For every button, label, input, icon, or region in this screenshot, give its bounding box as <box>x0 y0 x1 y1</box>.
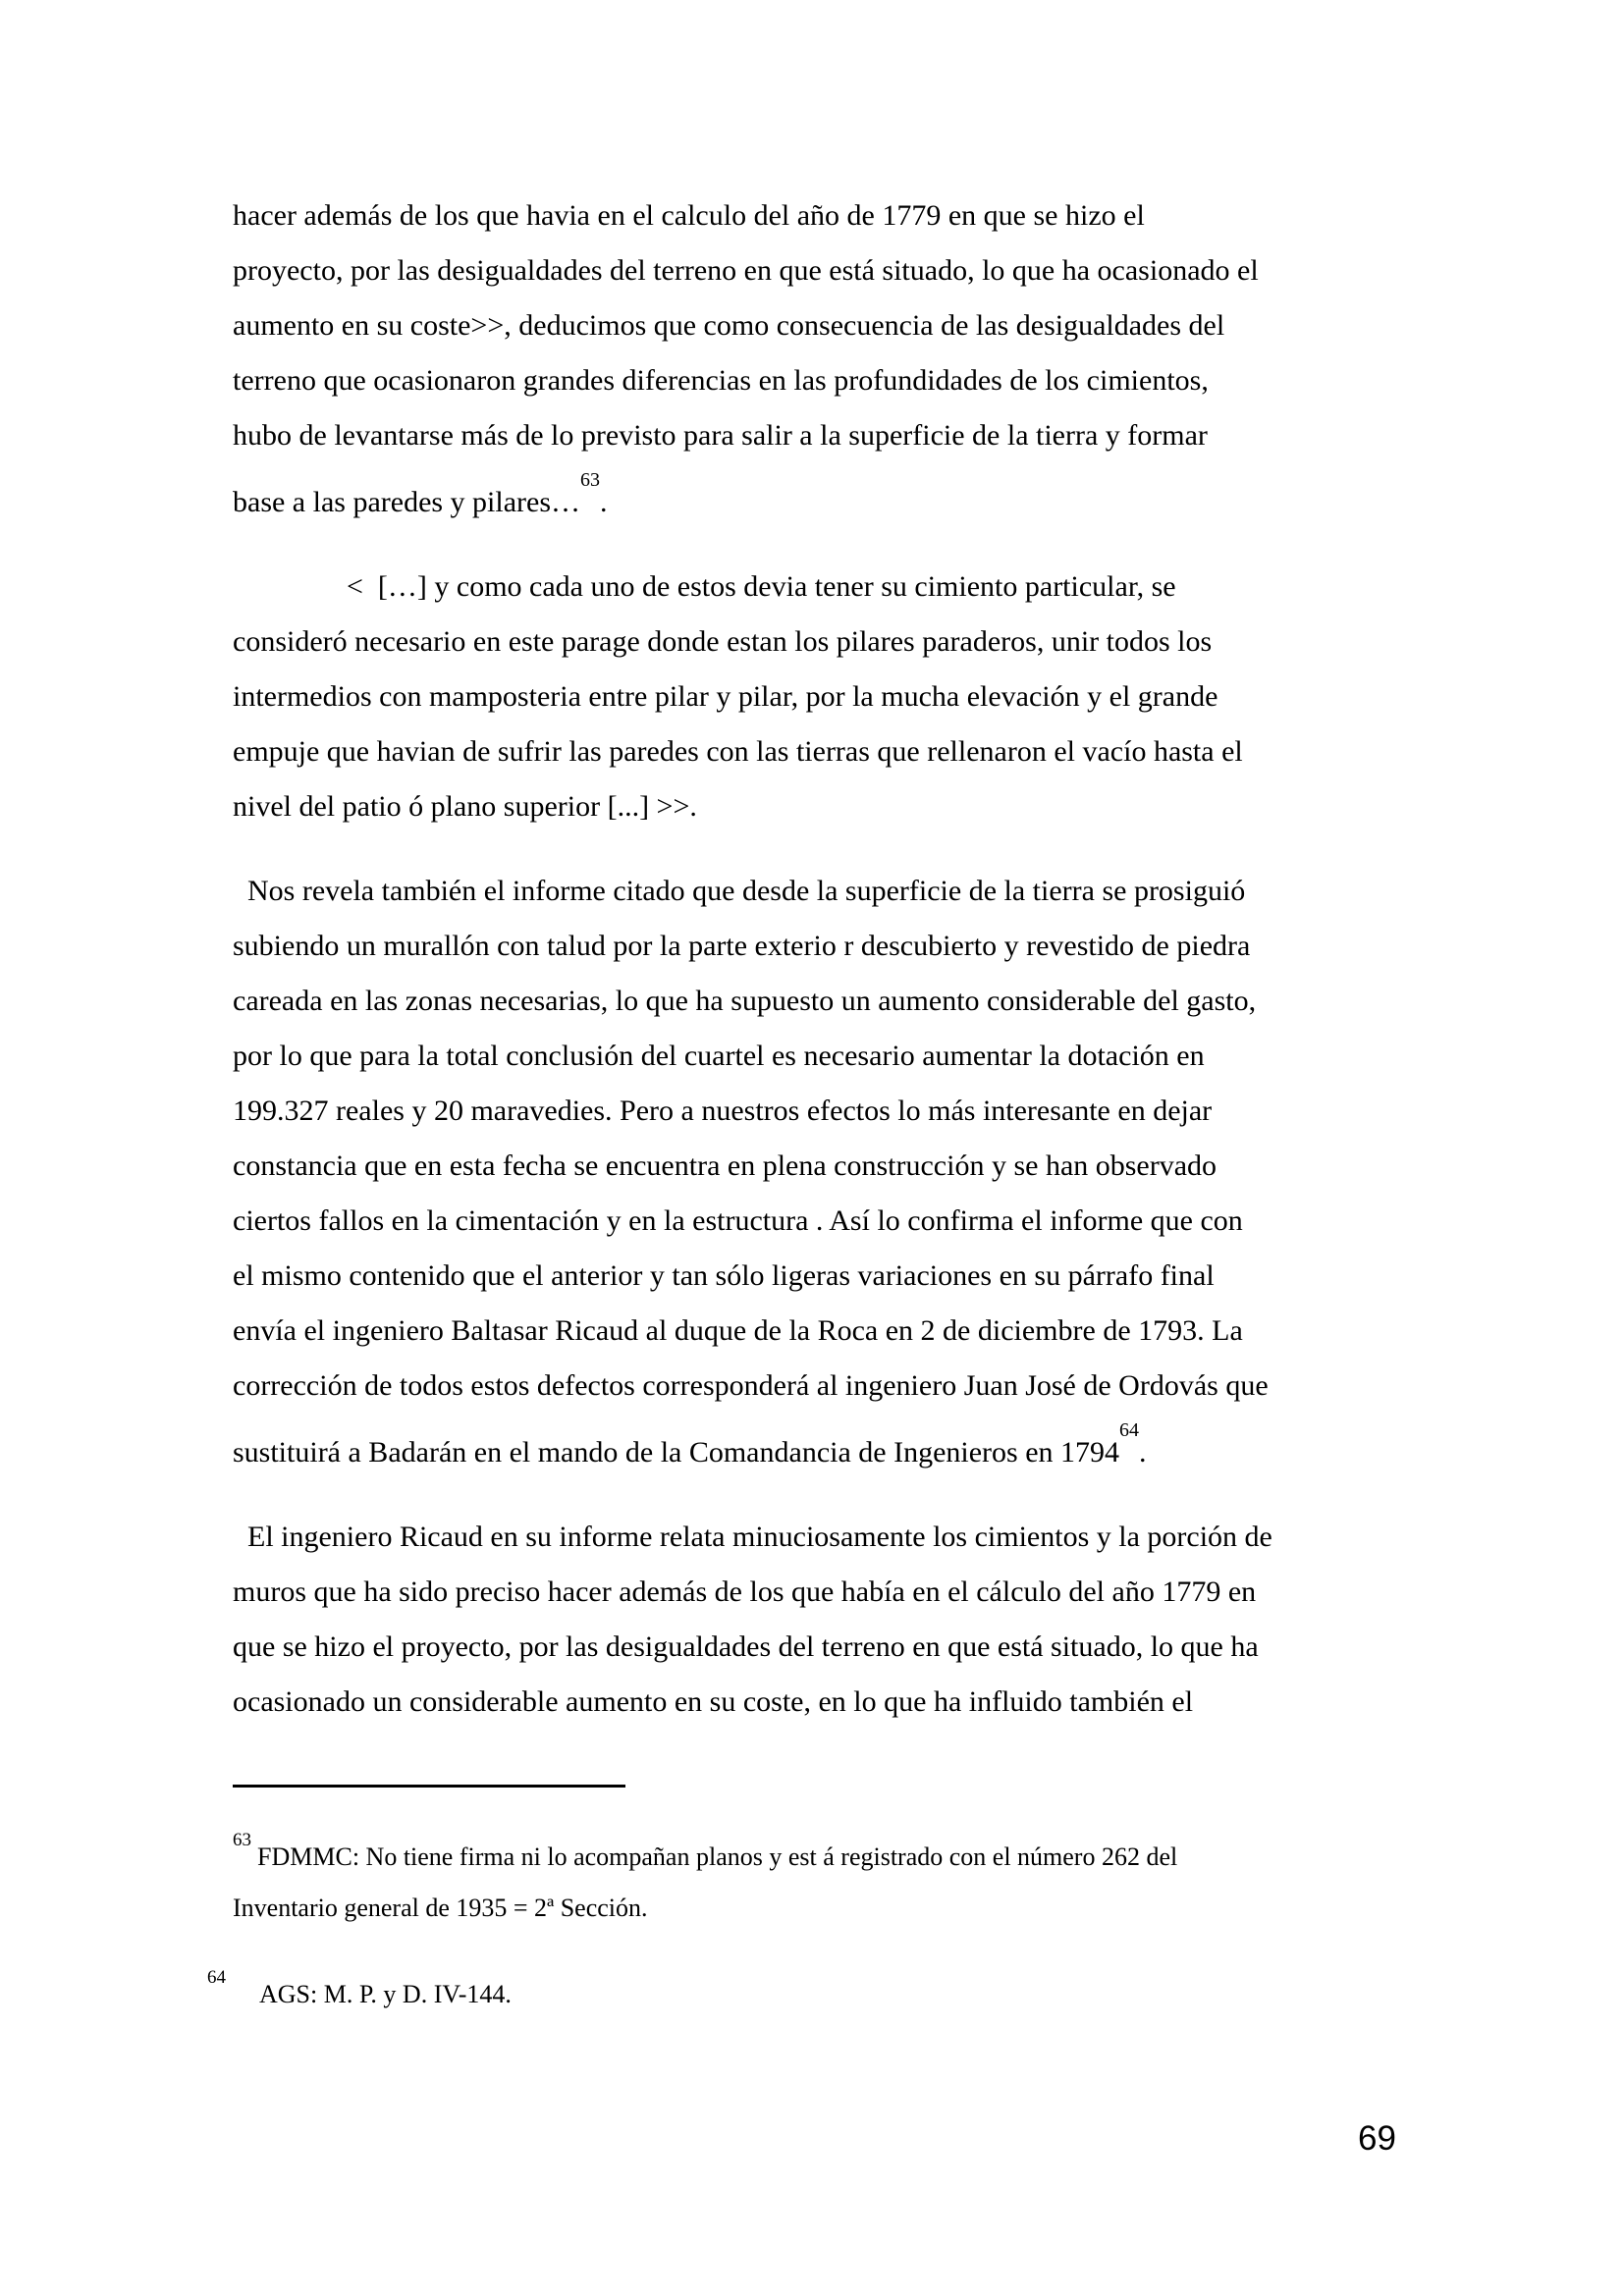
text-line: hubo de levantarse más de lo previsto para salir a la superficie de la tierra y formar <box>233 419 1208 452</box>
text-line <box>233 1414 1421 1480</box>
text-line: aumento en su coste>>, deducimos que como consecuencia de las desigualdades del <box>233 309 1225 342</box>
text-line: constancia que en esta fecha se encuentra en plena construcción y se han observado <box>233 1149 1217 1182</box>
paragraph-quote <box>233 560 1421 834</box>
text-segment: . <box>1139 1436 1147 1468</box>
footnote-marker-64: 64 <box>207 1967 226 1989</box>
text-line: que se hizo el proyecto, por las desigualdades del terreno en que está situado, lo que ha <box>233 1630 1259 1663</box>
text-segment: sustituirá a Badarán en el mando de la Comandancia de Ingenieros en 1794 <box>233 1436 1120 1468</box>
text-line: el mismo contenido que el anterior y tan sólo ligeras variaciones en su párrafo final <box>233 1259 1215 1292</box>
footnote-separator-rule <box>233 1785 625 1788</box>
text-line: consideró necesario en este parage donde estan los pilares paraderos, unir todos los <box>233 625 1213 658</box>
text-line: 199.327 reales y 20 maravedies. Pero a nuestros efectos lo más interesante en dejar <box>233 1095 1213 1127</box>
text-line: Nos revela también el informe citado que desde la superficie de la tierra se prosiguió <box>247 875 1246 907</box>
footnotes-section <box>207 1830 1421 2020</box>
text-segment: . <box>600 486 608 518</box>
text-line: por lo que para la total conclusión del cuartel es necesario aumentar la dotación en <box>233 1040 1205 1072</box>
text-line: corrección de todos estos defectos corresponderá al ingeniero Juan José de Ordovás que <box>233 1369 1269 1402</box>
footnote-reference-63: 63 <box>580 469 601 491</box>
text-line: proyecto, por las desigualdades del terreno en que está situado, lo que ha ocasionado el <box>233 254 1259 287</box>
text-line: terreno que ocasionaron grandes diferencias en las profundidades de los cimientos, <box>233 364 1209 397</box>
footnote-reference-64: 64 <box>1119 1419 1140 1441</box>
footnote-64 <box>207 1969 1421 2020</box>
text-line: hacer además de los que havia en el calculo del año de 1779 en que se hizo el <box>233 199 1145 232</box>
footnote-line <box>233 1832 1421 1883</box>
paragraph-ricaud <box>233 1510 1421 1730</box>
footnote-line <box>233 1883 1421 1934</box>
text-line: < […] y como cada uno de estos devia tener su cimiento particular, se <box>347 570 1176 603</box>
text-line: envía el ingeniero Baltasar Ricaud al duque de la Roca en 2 de diciembre de 1793. La <box>233 1314 1243 1347</box>
text-line: muros que ha sido preciso hacer además de los que había en el cálculo del año 1779 en <box>233 1575 1257 1608</box>
footnote-63 <box>233 1832 1421 1934</box>
text-line: ocasionado un considerable aumento en su coste, en lo que ha influido también el <box>233 1685 1194 1718</box>
text-line: El ingeniero Ricaud en su informe relata minuciosamente los cimientos y la porción de <box>247 1521 1272 1553</box>
paragraph-continuation <box>233 188 1421 530</box>
footnote-marker-63: 63 <box>233 1830 251 1851</box>
text-line <box>233 463 1421 530</box>
footnote-line <box>207 1969 1421 2020</box>
text-line: intermedios con mamposteria entre pilar y pilar, por la mucha elevación y el grande <box>233 680 1218 713</box>
text-segment: base a las paredes y pilares… <box>233 486 581 518</box>
page-body-text <box>207 188 1421 2020</box>
footnote-text: Inventario general de 1935 = 2ª Sección. <box>233 1894 648 1922</box>
text-line: subiendo un murallón con talud por la parte exterio r descubierto y revestido de piedra <box>233 930 1251 962</box>
text-line: empuje que havian de sufrir las paredes con las tierras que rellenaron el vacío hasta el <box>233 735 1243 768</box>
footnote-text: AGS: M. P. y D. IV-144. <box>259 1980 512 2008</box>
paragraph-informe <box>233 864 1421 1480</box>
footnote-text: FDMMC: No tiene firma ni lo acompañan planos y est á registrado con el número 262 del <box>257 1842 1178 1871</box>
text-line: nivel del patio ó plano superior [...] >>. <box>233 790 697 823</box>
text-line: careada en las zonas necesarias, lo que ha supuesto un aumento considerable del gasto, <box>233 985 1257 1017</box>
page-number: 69 <box>1358 2119 1396 2158</box>
text-line: ciertos fallos en la cimentación y en la estructura . Así lo confirma el informe que con <box>233 1204 1243 1237</box>
